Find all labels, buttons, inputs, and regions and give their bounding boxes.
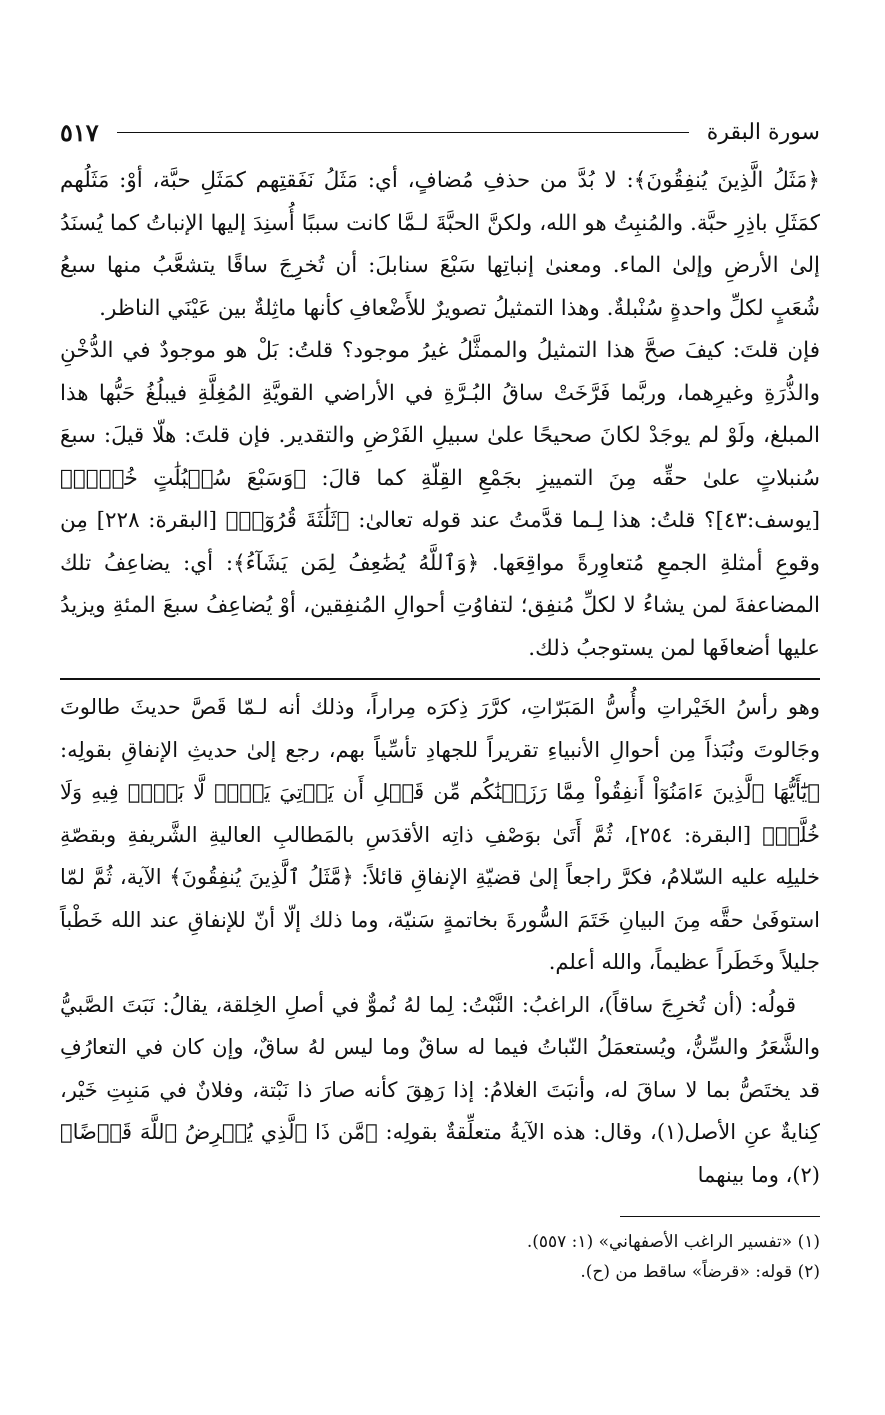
page-number: ٥١٧	[60, 117, 99, 147]
footnote: (١) «تفسير الراغب الأصفهاني» (١: ٥٥٧).	[526, 1232, 820, 1252]
gloss-commentary	[60, 686, 820, 1196]
footnote-divider	[620, 1216, 820, 1217]
gloss-paragraph: وهو رأسُ الخَيْراتِ وأُسُّ المَبَرّاتِ، كرَّرَ ذِكرَه مِراراً، وذلك أنه لـمّا قَصَّ حديثَ طالوتَ وجَالوتَ ونُبَذاً مِن أحوالِ الأنبياءِ تقريراً للجهادِ تأسِّياً بهم، رجع إلىٰ حديثِ الإنفاقِ بقولِه: ﴿يَٰٓأَيُّهَا ٱلَّذِينَ ءَامَنُوٓاْ أَنفِقُواْ مِمَّا رَزَقۡنَٰكُم مِّن قَبۡلِ أَن يَأۡتِيَ يَوۡمٞ لَّا بَيۡعٞ فِيهِ وَلَا خُلَّةٞ﴾ [البقرة: ٢٥٤]، ثُمَّ أَتَىٰ بوَصْفِ ذاتِه الأقدَسِ بالمَطالبِ العاليةِ الشَّريفةِ وبقصّةِ خليلِه عليه السّلامُ، فكرَّ راجعاً إلىٰ قضيّةِ الإنفاقِ قائلاً: ﴿مَّثَلُ ٱلَّذِينَ يُنفِقُونَ﴾ الآية، ثُمَّ لمّا استوفَىٰ حقَّه مِنَ البيانِ خَتَمَ السُّورةَ بخاتمةٍ سَنيّة، وما ذلك إلّا أنّ للإنفاقِ عند الله خَطْباً جليلاً وخَطَراً عظيماً، والله أعلم.	[60, 695, 820, 974]
footnotes	[60, 1227, 820, 1287]
main-paragraph: فإن قلتَ: كيفَ صحَّ هذا التمثيلُ والممثَّلُ غيرُ موجود؟ قلتُ: بَلْ هو موجودٌ في الدُّخْنِ والذُّرَةِ وغيرِهما، وربَّما فَرَّخَتْ ساقُ البُـرَّةِ في الأراضي القويَّةِ المُغِلَّةِ فيبلُغُ حَبُّها هذا المبلغ، ولَوْ لم يوجَدْ لكانَ صحيحًا علىٰ سبيلِ الفَرْضِ والتقدير. فإن قلتَ: هلّا قيلَ: سبعَ سُنبلاتٍ علىٰ حقِّه مِنَ التمييزِ بجَمْعِ القِلّةِ كما قالَ: ﴿وَسَبْعَ سُنۢبُلَٰتٍ خُضۡرٖ﴾ [يوسف:٤٣]؟ قلتُ: هذا لِـما قدَّمتُ عند قوله تعالىٰ: ﴿ثَلَٰثَةَ قُرُوٓءٖ﴾ [البقرة: ٢٢٨] مِن وقوعِ أمثلةِ الجمعِ مُتعاوِرةً مواقِعَها. ﴿وَٱللَّهُ يُضَٰعِفُ لِمَن يَشَآءُ﴾: أي: يضاعِفُ تلك المضاعفةَ لمن يشاءُ لا لكلِّ مُنفِق؛ لتفاوُتِ أحوالِ المُنفِقين، أوْ يُضاعِفُ سبعَ المئةِ ويزيدُ عليها أضعافَها لمن يستوجبُ ذلك.	[60, 338, 820, 661]
footnote: (٢) قوله: «قرضاً» ساقط من (ح).	[580, 1262, 820, 1282]
main-paragraph: ﴿مَثَلُ الَّذِينَ يُنفِقُونَ﴾: لا بُدَّ من حذفِ مُضافٍ، أي: مَثَلُ نَفَقتِهم كمَثَلِ حبَّة، أوْ: مَثَلُهم كمَثَلِ باذِرِ حبَّة. والمُنبِتُ هو الله، ولكنَّ الحبَّةَ لـمَّا كانت سببًا أُسنِدَ إليها الإنباتُ كما يُسنَدُ إلىٰ الأرضِ وإلىٰ الماء. ومعنىٰ إنباتِها سَبْعَ سنابلَ: أن تُخرِجَ ساقًا يتشعَّبُ منها سبعُ شُعَبٍ لكلِّ واحدةٍ سُنْبلةٌ. وهذا التمثيلُ تصويرٌ للأَضْعافِ كأنها ماثِلةٌ بين عَيْنَي الناظر.	[60, 168, 820, 321]
section-divider	[60, 678, 820, 680]
gloss-paragraph: قولُه: (أن تُخرِجَ ساقاً)، الراغبُ: النَّبْتُ: لِما لهُ نُموٌّ في أصلِ الخِلقة، يقالُ: نَبَتَ الصَّبيُّ والشَّعَرُ والسِّنُّ، ويُستعمَلُ النّباتُ فيما له ساقٌ وما ليس لهُ ساقٌ، وإن كان في التعارُفِ قد يختَصُّ بما لا ساقَ له، وأنبَتَ الغلامُ: إذا رَهِقَ كأنه صارَ ذا نَبْتة، وفلانٌ في مَنبِتِ خَيْر، كِنايةٌ عنِ الأصل(١)، وقال: هذه الآيةُ متعلِّقةٌ بقولِه: ﴿مَّن ذَا ٱلَّذِي يُقۡرِضُ ٱللَّهَ قَرۡضًا﴾(٢)، وما بينهما	[60, 992, 820, 1187]
page-header	[60, 110, 820, 154]
document-page	[60, 110, 820, 1390]
main-commentary	[60, 160, 820, 670]
header-rule	[117, 132, 689, 133]
running-title: سورة البقرة	[706, 119, 820, 145]
